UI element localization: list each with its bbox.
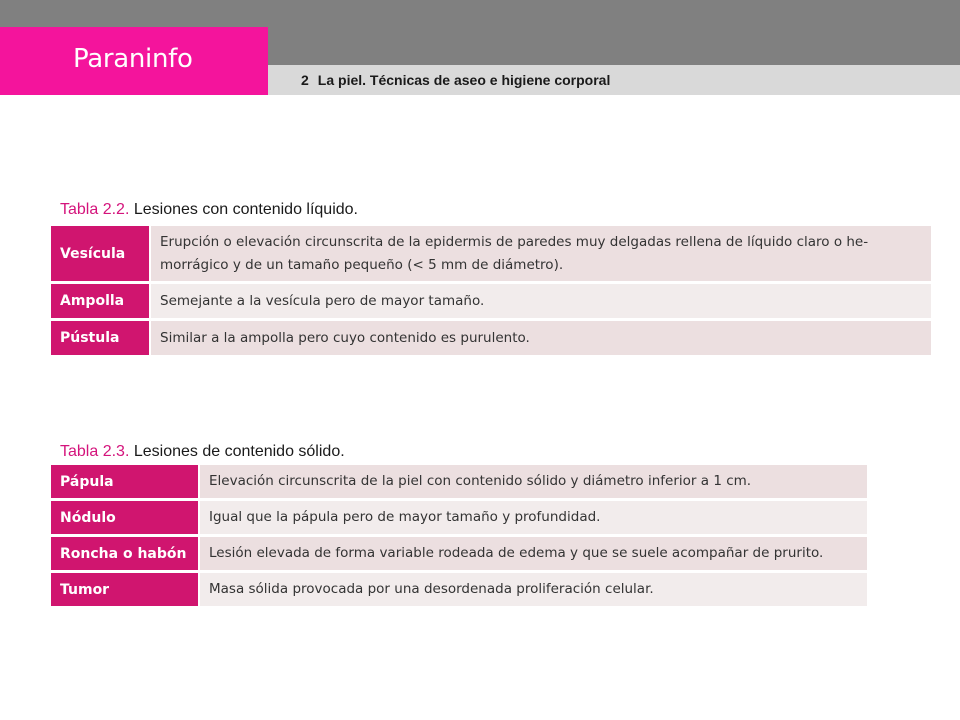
caption-text: Lesiones de contenido sólido.	[129, 443, 345, 460]
brand-logo-text: Paraninfo	[73, 44, 193, 74]
table-row	[51, 501, 867, 534]
lesion-term: Nódulo	[51, 501, 198, 534]
table-row	[51, 226, 931, 281]
table-caption-solid	[60, 443, 345, 461]
solid-lesions-table	[49, 462, 869, 609]
lesion-definition: Semejante a la vesícula pero de mayor tamaño.	[151, 284, 931, 318]
lesion-term: Roncha o habón	[51, 537, 198, 570]
lesion-definition: Masa sólida provocada por una desordenada proliferación celular.	[200, 573, 867, 606]
lesion-term: Pústula	[51, 321, 149, 355]
caption-label: Tabla 2.2.	[60, 201, 130, 218]
chapter-heading	[301, 72, 610, 88]
lesion-term: Pápula	[51, 465, 198, 498]
caption-text: Lesiones con contenido líquido.	[129, 201, 358, 218]
table-row	[51, 537, 867, 570]
chapter-number: 2	[301, 72, 309, 88]
lesion-term: Vesícula	[51, 226, 149, 281]
lesion-definition: Erupción o elevación circunscrita de la epidermis de paredes muy delgadas rellena de líquido claro o he-morrágico y de un tamaño pequeño (< 5 mm de diámetro).	[151, 226, 931, 281]
chapter-title: La piel. Técnicas de aseo e higiene corporal	[317, 72, 611, 88]
table-caption-liquid	[60, 201, 358, 219]
lesion-term: Ampolla	[51, 284, 149, 318]
table-row	[51, 465, 867, 498]
liquid-lesions-table	[49, 223, 933, 358]
lesion-definition: Similar a la ampolla pero cuyo contenido es purulento.	[151, 321, 931, 355]
table-row	[51, 573, 867, 606]
lesion-term: Tumor	[51, 573, 198, 606]
caption-label: Tabla 2.3.	[60, 443, 130, 460]
lesion-definition: Elevación circunscrita de la piel con contenido sólido y diámetro inferior a 1 cm.	[200, 465, 867, 498]
table-row	[51, 321, 931, 355]
lesion-definition: Igual que la pápula pero de mayor tamaño y profundidad.	[200, 501, 867, 534]
table-row	[51, 284, 931, 318]
lesion-definition: Lesión elevada de forma variable rodeada de edema y que se suele acompañar de prurito.	[200, 537, 867, 570]
